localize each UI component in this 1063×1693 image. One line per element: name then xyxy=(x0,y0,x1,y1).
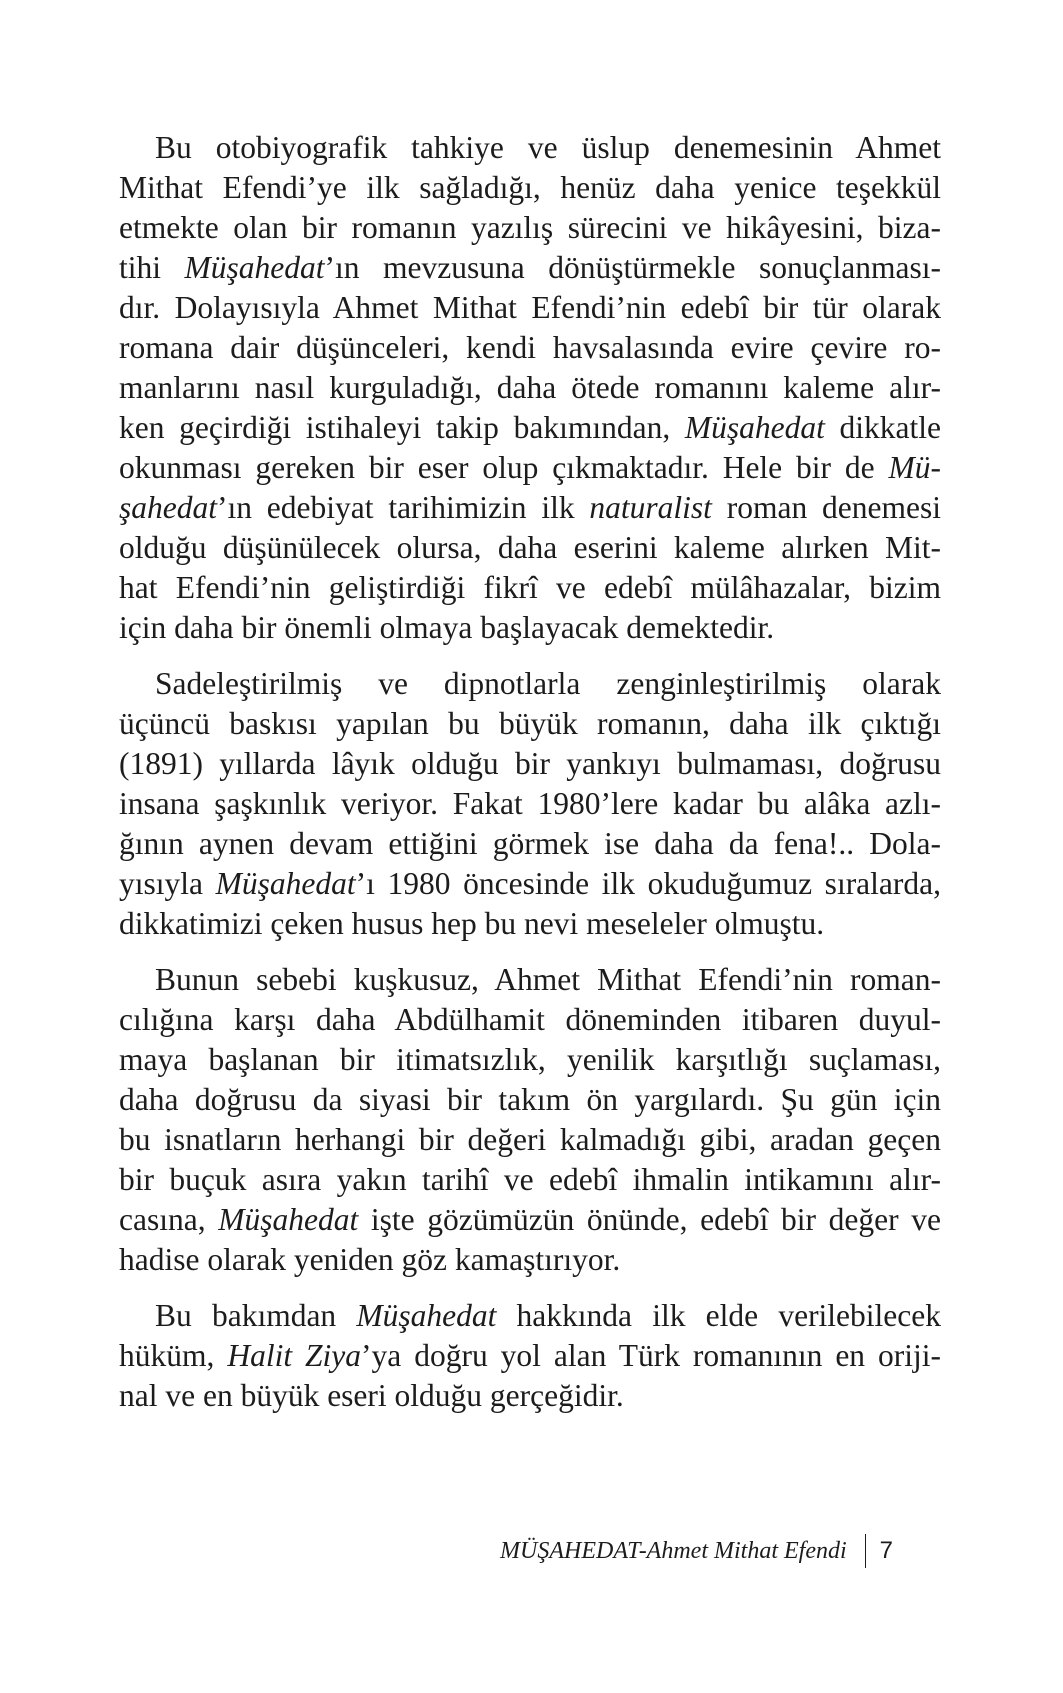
text-line xyxy=(119,608,941,648)
text-run: insana şaşkınlık veriyor. Fakat 1980’lere kadar bu alâka azlı- xyxy=(119,786,941,821)
text-run: dikkatle xyxy=(824,410,942,445)
text-run: bu isnatların herhangi bir değeri kalmadığı gibi, aradan geçen xyxy=(119,1122,941,1157)
text-run: daha doğrusu da siyasi bir takım ön yargılardı. Şu gün için xyxy=(119,1082,941,1117)
paragraph xyxy=(119,128,941,648)
italic-text-run: naturalist xyxy=(589,490,712,525)
text-run: ’ın mevzusuna dönüştürmekle sonuçlanması- xyxy=(324,250,941,285)
text-run: cılığına karşı daha Abdülhamit döneminden itibaren duyul- xyxy=(119,1002,941,1037)
text-run: romana dair düşünceleri, kendi havsalasında evire çevire ro- xyxy=(119,330,941,365)
text-run: dır. Dolayısıyla Ahmet Mithat Efendi’nin edebî bir tür olarak xyxy=(119,290,941,325)
text-run: için daha bir önemli olmaya başlayacak demektedir. xyxy=(119,610,775,645)
text-run: ken geçirdiği istihaleyi takip bakımından, xyxy=(119,410,685,445)
paragraph-gap xyxy=(119,648,941,664)
text-line xyxy=(119,664,941,704)
text-run: hadise olarak yeniden göz kamaştırıyor. xyxy=(119,1242,621,1277)
text-run: dikkatimizi çeken husus hep bu nevi meseleler olmuştu. xyxy=(119,906,825,941)
text-line xyxy=(119,368,941,408)
text-run: ’ya doğru yol alan Türk romanının en oriji- xyxy=(361,1338,941,1373)
text-line xyxy=(119,960,941,1000)
text-run: hakkında ilk elde verilebilecek xyxy=(496,1298,941,1333)
text-run: ’ı 1980 öncesinde ilk okuduğumuz sıralarda, xyxy=(355,866,941,901)
body-text xyxy=(119,128,941,1416)
text-line xyxy=(119,568,941,608)
running-title: MÜŞAHEDAT-Ahmet Mithat Efendi xyxy=(500,1538,847,1564)
text-line xyxy=(119,328,941,368)
text-line xyxy=(119,248,941,288)
text-run: okunması gereken bir eser olup çıkmaktadır. Hele bir de xyxy=(119,450,889,485)
italic-text-run: Müşahedat xyxy=(684,410,825,445)
text-line xyxy=(119,904,941,944)
text-line xyxy=(119,1160,941,1200)
text-line xyxy=(119,1000,941,1040)
text-run: roman denemesi xyxy=(711,490,941,525)
text-line xyxy=(119,1240,941,1280)
paragraph xyxy=(119,664,941,944)
text-line xyxy=(119,1336,941,1376)
paragraph-gap xyxy=(119,944,941,960)
text-line xyxy=(119,208,941,248)
text-line xyxy=(119,408,941,448)
text-run: olduğu düşünülecek olursa, daha eserini kaleme alırken Mit- xyxy=(119,530,941,565)
paragraph-gap xyxy=(119,1280,941,1296)
text-line xyxy=(119,1120,941,1160)
text-line xyxy=(119,1080,941,1120)
text-run: Mithat Efendi’ye ilk sağladığı, henüz daha yenice teşekkül xyxy=(119,170,941,205)
italic-text-run: Müşahedat xyxy=(218,1202,359,1237)
italic-text-run: Halit Ziya xyxy=(227,1338,362,1373)
text-line xyxy=(119,704,941,744)
text-run: manlarını nasıl kurguladığı, daha ötede romanını kaleme alır- xyxy=(119,370,941,405)
text-run: maya başlanan bir itimatsızlık, yenilik karşıtlığı suçlaması, xyxy=(119,1042,941,1077)
text-run: casına, xyxy=(119,1202,219,1237)
text-line xyxy=(119,1296,941,1336)
italic-text-run: Müşahedat xyxy=(184,250,325,285)
text-line xyxy=(119,448,941,488)
text-run: nal ve en büyük eseri olduğu gerçeğidir. xyxy=(119,1378,624,1413)
page-footer xyxy=(500,1534,893,1568)
footer-divider xyxy=(865,1534,866,1568)
text-run: Sadeleştirilmiş ve dipnotlarla zenginleştirilmiş olarak xyxy=(155,666,941,701)
text-run: üçüncü baskısı yapılan bu büyük romanın, daha ilk çıktığı xyxy=(119,706,941,741)
text-line xyxy=(119,168,941,208)
text-line xyxy=(119,528,941,568)
italic-text-run: Müşahedat xyxy=(215,866,356,901)
italic-text-run: Mü- xyxy=(888,450,941,485)
text-run: ’ın edebiyat tarihimizin ilk xyxy=(217,490,590,525)
text-run: bir buçuk asıra yakın tarihî ve edebî ihmalin intikamını alır- xyxy=(119,1162,941,1197)
italic-text-run: şahedat xyxy=(119,490,217,525)
text-run: ğının aynen devam ettiğini görmek ise daha da fena!.. Dola- xyxy=(119,826,941,861)
text-run: (1891) yıllarda lâyık olduğu bir yankıyı bulmaması, doğrusu xyxy=(119,746,941,781)
text-line xyxy=(119,744,941,784)
text-line xyxy=(119,784,941,824)
italic-text-run: Müşahedat xyxy=(356,1298,497,1333)
text-run: hat Efendi’nin geliştirdiği fikrî ve edebî mülâhazalar, bizim xyxy=(119,570,941,605)
text-line xyxy=(119,488,941,528)
paragraph xyxy=(119,1296,941,1416)
text-run: Bu bakımdan xyxy=(155,1298,357,1333)
page-number: 7 xyxy=(879,1537,893,1564)
text-line xyxy=(119,824,941,864)
text-line xyxy=(119,288,941,328)
text-run: hüküm, xyxy=(119,1338,228,1373)
text-run: işte gözümüzün önünde, edebî bir değer ve xyxy=(358,1202,941,1237)
text-run: yısıyla xyxy=(119,866,216,901)
text-line xyxy=(119,1040,941,1080)
text-line xyxy=(119,128,941,168)
text-line xyxy=(119,864,941,904)
text-run: Bu otobiyografik tahkiye ve üslup denemesinin Ahmet xyxy=(155,130,941,165)
text-line xyxy=(119,1376,941,1416)
text-run: etmekte olan bir romanın yazılış sürecini ve hikâyesini, biza- xyxy=(119,210,941,245)
text-run: tihi xyxy=(119,250,185,285)
text-run: Bunun sebebi kuşkusuz, Ahmet Mithat Efendi’nin roman- xyxy=(155,962,941,997)
paragraph xyxy=(119,960,941,1280)
text-line xyxy=(119,1200,941,1240)
